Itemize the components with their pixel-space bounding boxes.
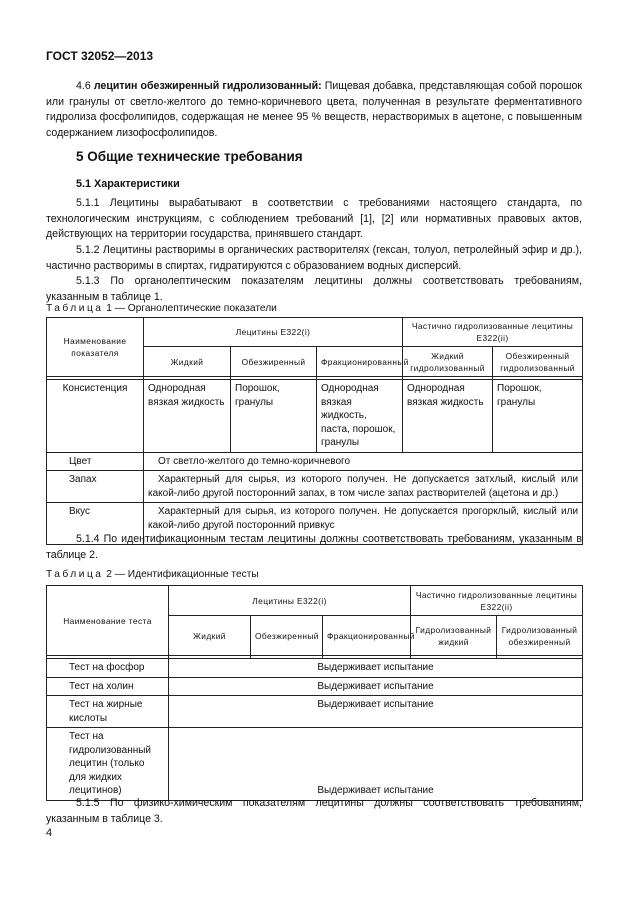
- t2-row-name: Тест на холин: [47, 677, 169, 696]
- paragraph-5-1-3: 5.1.3 По органолептическим показателям лецитины должны соответствовать требованиям, указанным в таблице 1.: [46, 275, 582, 303]
- table2-caption-text: 2 — Идентификационные тесты: [103, 569, 259, 580]
- t1-header-col: Жидкий: [144, 347, 231, 377]
- t1-row-name: Вкус: [47, 503, 144, 545]
- t2-header-group1: Лецитины E322(i): [169, 586, 411, 616]
- t2-cell-merged: Выдерживает испытание: [169, 696, 583, 728]
- t1-header-group1: Лецитины E322(i): [144, 318, 403, 347]
- t1-row-name: Запах: [47, 471, 144, 503]
- clause-number: 4.6: [76, 80, 91, 92]
- table2-caption-word: Таблица: [46, 569, 104, 580]
- t2-header-col: Жидкий: [169, 616, 251, 656]
- t1-header-col: Жидкий гидролизованный: [403, 347, 493, 377]
- t1-cell: Однородная вязкая жидкость: [403, 380, 493, 453]
- t1-header-group2: Частично гидролизованные лецитины E322(ii): [403, 318, 583, 347]
- table-organoleptic: [46, 317, 583, 545]
- page-number: 4: [46, 827, 53, 839]
- t1-header-col: Фракционированный: [317, 347, 403, 377]
- t2-row-name: Тест на гидролизованный лецитин (только для жидких лецитинов): [47, 728, 169, 801]
- t1-cell: Порошок, гранулы: [493, 380, 583, 453]
- t2-header-col: Обезжиренный: [251, 616, 323, 656]
- t2-row-name: Тест на жирные кислоты: [47, 696, 169, 728]
- table2-caption: [46, 569, 259, 580]
- t1-cell: Порошок, гранулы: [231, 380, 317, 453]
- t1-header-col: Обезжиренный гидролизованный: [493, 347, 583, 377]
- table-identification: [46, 585, 583, 801]
- t1-row-name: Цвет: [47, 452, 144, 471]
- t1-cell-merged: От светло-желтого до темно-коричневого: [144, 452, 583, 471]
- t1-cell: Однородная вязкая жидкость, паста, порошок, гранулы: [317, 380, 403, 453]
- subsection-title: 5.1 Характеристики: [76, 178, 180, 190]
- t1-cell-merged: Характерный для сырья, из которого получен. Не допускается затхлый, кислый или какой-либо другой посторонний запах, в том числе запах растворителей (ацетона и др.): [144, 471, 583, 503]
- t2-row-name: Тест на фосфор: [47, 659, 169, 678]
- t1-header-col: Обезжиренный: [231, 347, 317, 377]
- document-code: ГОСТ 32052—2013: [46, 49, 154, 63]
- t2-header-col: Гидролизованный обезжиренный: [497, 616, 583, 656]
- table1-caption: [46, 303, 277, 314]
- term: лецитин обезжиренный гидролизованный:: [93, 80, 322, 92]
- paragraph-5-1-1: 5.1.1 Лецитины вырабатывают в соответствии с требованиями настоящего стандарта, по технологическим инструкциям, с соблюдением требований [1], [2] или нормативных правовых актов, действующих на территории государства, принявшего стандарт.: [46, 197, 582, 240]
- paragraph-5-1-4: 5.1.4 По идентификационным тестам лецитины должны соответствовать требованиям, указанным в таблице 2.: [46, 533, 582, 561]
- t2-header-name: Наименование теста: [47, 586, 169, 656]
- t1-cell: Однородная вязкая жидкость: [144, 380, 231, 453]
- t1-cell-merged: Характерный для сырья, из которого получен. Не допускается прогорклый, кислый или какой-либо другой посторонний привкус: [144, 503, 583, 545]
- section-title: 5 Общие технические требования: [76, 149, 303, 164]
- t1-row-name: Консистенция: [47, 380, 144, 453]
- t2-cell-merged: Выдерживает испытание: [169, 659, 583, 678]
- paragraph-5-1-2: 5.1.2 Лецитины растворимы в органических растворителях (гексан, толуол, петролейный эфир и др.), частично растворимы в спиртах, гидратируются с образованием водных дисперсий.: [46, 244, 582, 272]
- t2-header-col: Гидролизованный жидкий: [411, 616, 497, 656]
- t2-cell-merged: Выдерживает испытание: [169, 728, 583, 801]
- definition-text: Пищевая добавка, представляющая собой порошок или гранулы от светло-желтого до темно-коричневого цвета, полученная в результате ферментативного гидролиза фосфолипидов, содержащая не менее 95 % веществ, нерастворимых в ацетоне, с повышенным содержанием лизофосфолипидов.: [46, 80, 583, 139]
- t2-header-col: Фракционированный: [323, 616, 411, 656]
- paragraph-4-6: [46, 79, 582, 141]
- paragraph-5-1-5: 5.1.5 По физико-химическим показателям лецитины должны соответствовать требованиям, указанным в таблице 3.: [46, 797, 582, 825]
- t2-header-group2: Частично гидролизованные лецитины E322(ii): [411, 586, 583, 616]
- t1-header-name: Наименование показателя: [47, 318, 144, 377]
- t2-cell-merged: Выдерживает испытание: [169, 677, 583, 696]
- table1-caption-word: Таблица: [46, 303, 104, 314]
- table1-caption-text: 1 — Органолептические показатели: [103, 303, 277, 314]
